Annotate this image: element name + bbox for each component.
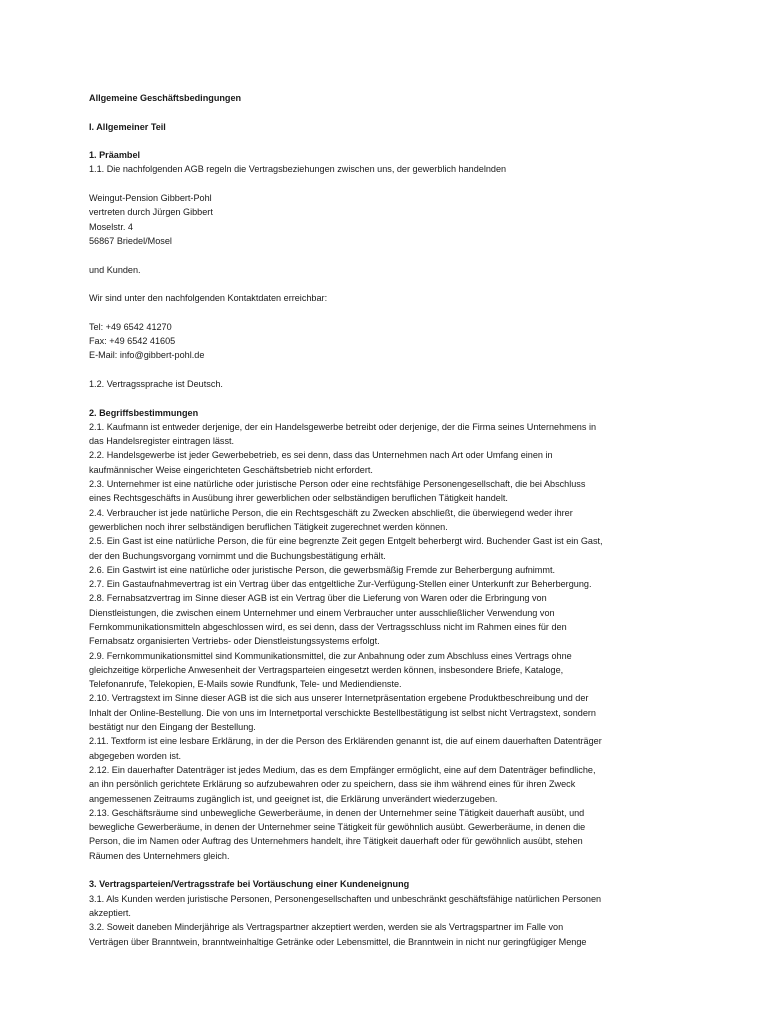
- clause-3-1: 3.1. Als Kunden werden juristische Personen, Personengesellschaften und unbeschränkt geschäftsfähige natürlichen Personen akzeptiert.: [89, 893, 602, 918]
- contact-email: E-Mail: info@gibbert-pohl.de: [89, 350, 205, 361]
- section-2-heading: 2. Begriffsbestimmungen: [89, 407, 199, 418]
- document-title: Allgemeine Geschäftsbedingungen: [89, 93, 242, 103]
- clause-1-2: 1.2. Vertragssprache ist Deutsch.: [89, 378, 223, 389]
- clause-2-12: 2.12. Ein dauerhafter Datenträger ist jedes Medium, das es dem Empfänger ermöglicht, eine auf dem Datenträger befindliche, an ihn persönlich gerichtete Erklärung so aufzubewahren oder zu speichern, dass sie ihm während eines für ihren Zweck angemessenen Zeitraums zugänglich ist, und geeignet ist, die Erklärung unverändert wiederzugeben.: [89, 764, 596, 804]
- address-line: Weingut-Pension Gibbert-Pohl: [89, 193, 212, 204]
- section-3-heading: 3. Vertragsparteien/Vertragsstrafe bei Vortäuschung einer Kundeneignung: [89, 879, 410, 890]
- document-body: [89, 91, 689, 949]
- clause-2-6: 2.6. Ein Gastwirt ist eine natürliche oder juristische Person, die gewerbsmäßig Fremde zur Beherbergung aufnimmt.: [89, 564, 556, 575]
- clause-3-2: 3.2. Soweit daneben Minderjährige als Vertragspartner akzeptiert werden, werden sie als Vertragspartner im Falle von Verträgen über Branntwein, branntweinhaltige Getränke oder Lebensmittel, die Branntwein in nicht nur geringfügiger Menge: [89, 922, 587, 947]
- clause-2-2: 2.2. Handelsgewerbe ist jeder Gewerbebetrieb, es sei denn, dass das Unternehmen nach Art oder Umfang einen in kaufmännischer Weise eingerichteten Geschäftsbetrieb nicht erfordert.: [89, 450, 553, 475]
- and-customers-text: und Kunden.: [89, 264, 141, 275]
- address-line: Moselstr. 4: [89, 221, 133, 232]
- clause-1-1: 1.1. Die nachfolgenden AGB regeln die Vertragsbeziehungen zwischen uns, der gewerblich handelnden: [89, 164, 507, 175]
- clause-2-9: 2.9. Fernkommunikationsmittel sind Kommunikationsmittel, die zur Anbahnung oder zum Abschluss eines Vertrags ohne gleichzeitige körperliche Anwesenheit der Vertragsparteien eingesetzt werden können, insbesondere Briefe, Kataloge, Telefonanrufe, Telekopien, E-Mails sowie Rundfunk, Tele- und Mediendienste.: [89, 650, 572, 690]
- clause-2-3: 2.3. Unternehmer ist eine natürliche oder juristische Person oder eine rechtsfähige Personengesellschaft, die bei Abschluss eines Rechtsgeschäfts in Ausübung ihrer gewerblichen oder selbständigen beruflichen Tätigkeit handelt.: [89, 479, 586, 504]
- clause-2-8: 2.8. Fernabsatzvertrag im Sinne dieser AGB ist ein Vertrag über die Lieferung von Waren oder die Erbringung von Dienstleistungen, die zwischen einem Unternehmer und einem Verbraucher unter ausschließlicher Verwendung von Fernkommunikationsmitteln abgeschlossen wird, es sei denn, dass der Vertragsschluss nicht im Rahmen eines für den Fernabsatz organisierten Vertriebs- oder Dienstleistungssystems erfolgt.: [89, 593, 567, 647]
- address-line: vertreten durch Jürgen Gibbert: [89, 207, 213, 218]
- clause-2-10: 2.10. Vertragstext im Sinne dieser AGB ist die sich aus unserer Internetpräsentation ergebene Produktbeschreibung und der Inhalt der Online-Bestellung. Die von uns im Internetportal verschickte Bestellbestätigung ist selbst nicht Vertragstext, sondern bestätigt nur den Eingang der Bestellung.: [89, 693, 596, 733]
- contact-fax: Fax: +49 6542 41605: [89, 336, 176, 347]
- contact-intro: Wir sind unter den nachfolgenden Kontaktdaten erreichbar:: [89, 293, 328, 304]
- section-1-heading: 1. Präambel: [89, 150, 141, 161]
- clause-2-13: 2.13. Geschäftsräume sind unbewegliche Gewerberäume, in denen der Unternehmer seine Tätigkeit dauerhaft ausübt, und bewegliche Gewerberäume, in denen der Unternehmer seine Tätigkeit für gewöhnlich ausübt. Gewerberäume, in denen die Person, die im Namen oder Auftrag des Unternehmers handelt, ihre Tätigkeit dauerhaft oder für gewöhnlich ausübt, stehen Räumen des Unternehmers gleich.: [89, 807, 586, 861]
- clause-2-5: 2.5. Ein Gast ist eine natürliche Person, die für eine begrenzte Zeit gegen Entgelt beherbergt wird. Buchender Gast ist ein Gast, der den Buchungsvorgang vornimmt und die Buchungsbestätigung erhält.: [89, 536, 603, 561]
- address-line: 56867 Briedel/Mosel: [89, 235, 172, 246]
- contact-phone: Tel: +49 6542 41270: [89, 321, 172, 332]
- clause-2-4: 2.4. Verbraucher ist jede natürliche Person, die ein Rechtsgeschäft zu Zwecken abschließt, die überwiegend weder ihrer gewerblichen noch ihrer selbständigen beruflichen Tätigkeit zugerechnet werden können.: [89, 507, 573, 532]
- clause-2-7: 2.7. Ein Gastaufnahmevertrag ist ein Vertrag über das entgeltliche Zur-Verfügung-Stellen einer Unterkunft zur Beherbergung.: [89, 579, 592, 590]
- clause-2-1: 2.1. Kaufmann ist entweder derjenige, der ein Handelsgewerbe betreibt oder derjenige, der die Firma seines Unternehmens in das Handelsregister eintragen lässt.: [89, 421, 597, 447]
- part-heading: I. Allgemeiner Teil: [89, 121, 166, 132]
- clause-2-11: 2.11. Textform ist eine lesbare Erklärung, in der die Person des Erklärenden genannt ist, die auf einem dauerhaften Datenträger abgegeben worden ist.: [89, 736, 602, 761]
